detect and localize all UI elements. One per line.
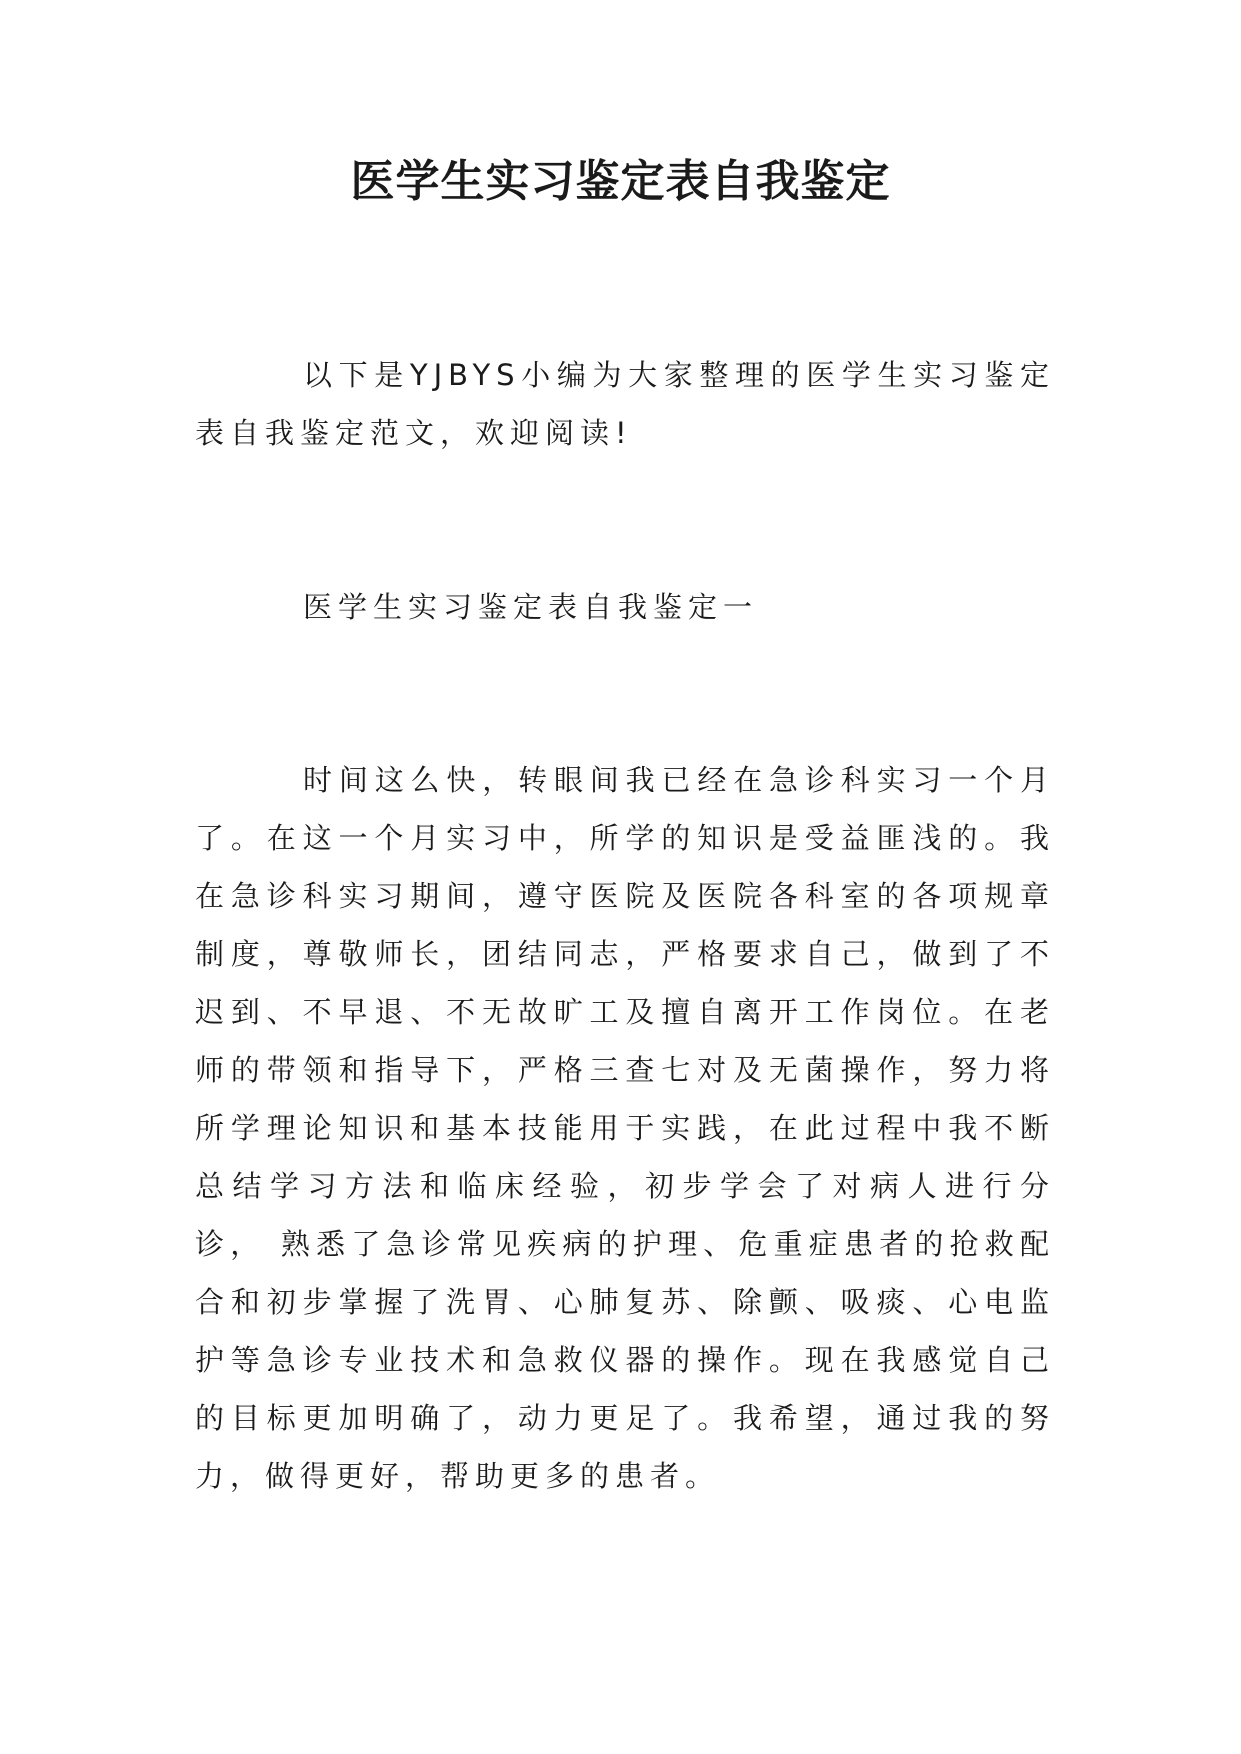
document-title: 医学生实习鉴定表自我鉴定 (350, 156, 891, 207)
section-heading: 医学生实习鉴定表自我鉴定一 (303, 590, 759, 624)
section-body-paragraph: 时间这么快，转眼间我已经在急诊科实习一个月了。在这一个月实习中，所学的知识是受益匪浅的。我在急诊科实习期间，遵守医院及医院各科室的各项规章制度，尊敬师长，团结同志，严格要求自己，做到了不迟到、不早退、不无故旷工及擅自离开工作岗位。在老师的带领和指导下，严格三查七对及无菌操作，努力将所学理论知识和基本技能用于实践，在此过程中我不断总结学习方法和临床经验，初步学会了对病人进行分诊， 熟悉了急诊常见疾病的护理、危重症患者的抢救配合和初步掌握了洗胃、心肺复苏、除颤、吸痰、心电监护等急诊专业技术和急救仪器的操作。现在我感觉自己的目标更加明确了，动力更足了。我希望，通过我的努力，做得更好，帮助更多的患者。 (195, 763, 1055, 1493)
intro-paragraph: 以下是YJBYS小编为大家整理的医学生实习鉴定表自我鉴定范文，欢迎阅读! (195, 358, 1055, 450)
